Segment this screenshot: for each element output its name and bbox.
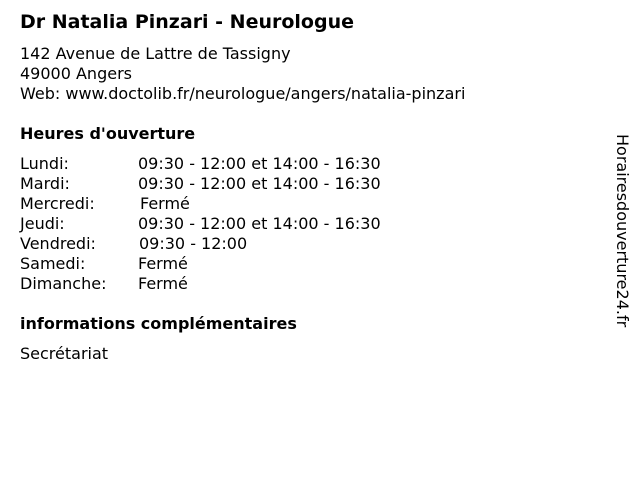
- time-value: Fermé: [138, 274, 188, 293]
- additional-info-heading: informations complémentaires: [20, 314, 297, 333]
- address-city: 49000 Angers: [20, 64, 132, 83]
- address-street: 142 Avenue de Lattre de Tassigny: [20, 44, 291, 63]
- page-title: Dr Natalia Pinzari - Neurologue: [20, 11, 355, 33]
- opening-hours-heading: Heures d'ouverture: [20, 124, 196, 143]
- time-value: 09:30 - 12:00: [139, 234, 248, 253]
- time-value: Fermé: [138, 254, 188, 273]
- time-value: 09:30 - 12:00 et 14:00 - 16:30: [138, 214, 381, 233]
- address-block: [20, 44, 465, 104]
- time-value: 09:30 - 12:00 et 14:00 - 16:30: [138, 174, 381, 193]
- time-value: Fermé: [140, 194, 190, 213]
- website-link[interactable]: Web: www.doctolib.fr/neurologue/angers/natalia-pinzari: [20, 84, 466, 103]
- day-label: Jeudi:: [20, 214, 65, 233]
- day-label: Mercredi:: [20, 194, 95, 213]
- day-label: Lundi:: [20, 154, 69, 173]
- day-label: Mardi:: [20, 174, 70, 193]
- site-watermark: Horairesdouverture24.fr: [613, 134, 632, 328]
- day-label: Samedi:: [20, 254, 86, 273]
- additional-info-text: Secrétariat: [20, 344, 109, 363]
- day-label: Vendredi:: [20, 234, 96, 253]
- day-label: Dimanche:: [20, 274, 107, 293]
- time-value: 09:30 - 12:00 et 14:00 - 16:30: [138, 154, 381, 173]
